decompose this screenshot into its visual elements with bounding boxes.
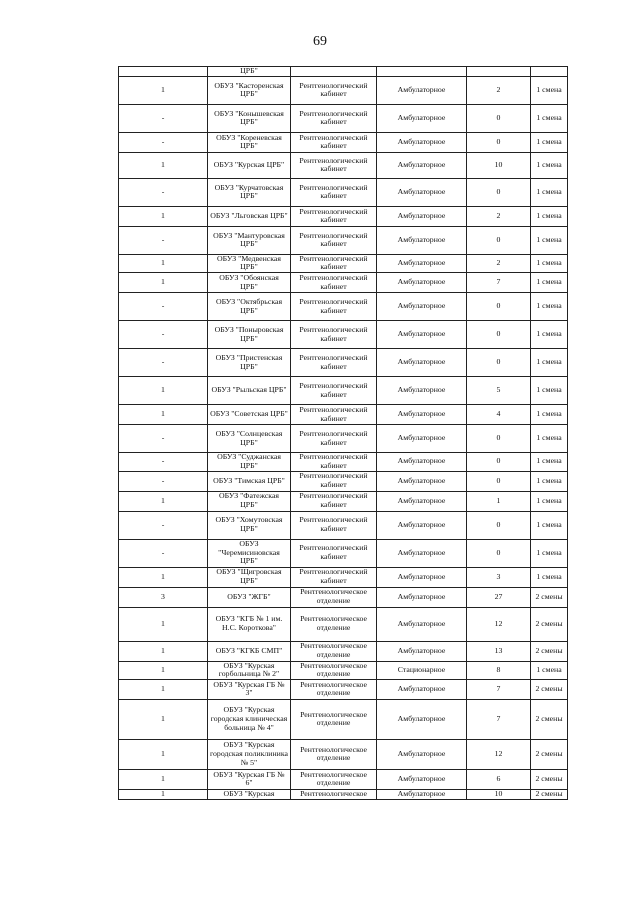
equipment-count-cell: 0 — [467, 349, 531, 377]
unit-type-cell: Рентгенологический кабинет — [291, 206, 377, 226]
equipment-count-cell: 10 — [467, 152, 531, 178]
count-cell: 1 — [119, 377, 208, 405]
unit-type-cell: Рентгенологический кабинет — [291, 76, 377, 104]
equipment-count-cell: 0 — [467, 104, 531, 132]
equipment-count-cell: 0 — [467, 321, 531, 349]
equipment-count-cell: 0 — [467, 293, 531, 321]
count-cell: - — [119, 104, 208, 132]
care-type-cell: Амбулаторное — [377, 539, 467, 567]
facility-name-cell: ОБУЗ "Касторенская ЦРБ" — [208, 76, 291, 104]
unit-type-cell: Рентгенологический кабинет — [291, 377, 377, 405]
shift-cell: 2 смены — [531, 739, 568, 769]
unit-type-cell: Рентгенологический кабинет — [291, 178, 377, 206]
unit-type-cell: Рентгенологический кабинет — [291, 491, 377, 511]
equipment-count-cell: 0 — [467, 226, 531, 254]
equipment-count-cell: 6 — [467, 769, 531, 789]
equipment-count-cell: 7 — [467, 273, 531, 293]
equipment-count-cell: 0 — [467, 539, 531, 567]
shift-cell: 1 смена — [531, 152, 568, 178]
table-row — [119, 293, 568, 321]
care-type-cell: Амбулаторное — [377, 273, 467, 293]
table-row — [119, 178, 568, 206]
facility-name-cell: ОБУЗ "Черемисиновская ЦРБ" — [208, 539, 291, 567]
facility-name-cell: ОБУЗ "Суджанская ЦРБ" — [208, 453, 291, 471]
shift-cell: 1 смена — [531, 377, 568, 405]
facility-name-cell: ОБУЗ "Щигровская ЦРБ" — [208, 567, 291, 587]
count-cell: - — [119, 453, 208, 471]
equipment-count-cell: 0 — [467, 132, 531, 152]
facility-name-cell: ОБУЗ "Советская ЦРБ" — [208, 405, 291, 425]
unit-type-cell: Рентгенологический кабинет — [291, 567, 377, 587]
care-type-cell: Амбулаторное — [377, 641, 467, 661]
care-type-cell: Стационарное — [377, 661, 467, 679]
table-row — [119, 539, 568, 567]
count-cell: - — [119, 226, 208, 254]
count-cell: 1 — [119, 405, 208, 425]
table-row — [119, 491, 568, 511]
table-row — [119, 76, 568, 104]
facility-name-cell: ОБУЗ "Курская городская поликлиника № 5" — [208, 739, 291, 769]
count-cell: 1 — [119, 641, 208, 661]
equipment-count-cell: 8 — [467, 661, 531, 679]
unit-type-cell: Рентгенологический кабинет — [291, 405, 377, 425]
equipment-count-cell: 10 — [467, 789, 531, 799]
equipment-count-cell: 12 — [467, 739, 531, 769]
equipment-count-cell: 7 — [467, 679, 531, 699]
shift-cell: 2 смены — [531, 607, 568, 641]
unit-type-cell: Рентгенологический кабинет — [291, 152, 377, 178]
table-row — [119, 152, 568, 178]
count-cell: 3 — [119, 587, 208, 607]
shift-cell: 1 смена — [531, 104, 568, 132]
unit-type-cell: Рентгенологический кабинет — [291, 511, 377, 539]
table-row — [119, 405, 568, 425]
care-type-cell: Амбулаторное — [377, 321, 467, 349]
shift-cell: 1 смена — [531, 511, 568, 539]
equipment-count-cell: 4 — [467, 405, 531, 425]
shift-cell: 1 смена — [531, 471, 568, 491]
count-cell: 1 — [119, 699, 208, 739]
unit-type-cell: Рентгенологическое отделение — [291, 661, 377, 679]
care-type-cell: Амбулаторное — [377, 471, 467, 491]
shift-cell: 1 смена — [531, 206, 568, 226]
table-row — [119, 607, 568, 641]
shift-cell: 2 смены — [531, 679, 568, 699]
count-cell: - — [119, 539, 208, 567]
table-row — [119, 739, 568, 769]
care-type-cell: Амбулаторное — [377, 293, 467, 321]
unit-type-cell: Рентгенологический кабинет — [291, 293, 377, 321]
table-row — [119, 567, 568, 587]
shift-cell: 1 смена — [531, 491, 568, 511]
care-type-cell: Амбулаторное — [377, 377, 467, 405]
care-type-cell: Амбулаторное — [377, 679, 467, 699]
care-type-cell: Амбулаторное — [377, 491, 467, 511]
unit-type-cell: Рентгенологическое отделение — [291, 587, 377, 607]
facility-name-cell: ОБУЗ "Фатежская ЦРБ" — [208, 491, 291, 511]
facility-name-cell: ОБУЗ "Тимская ЦРБ" — [208, 471, 291, 491]
care-type-cell: Амбулаторное — [377, 739, 467, 769]
facility-name-cell: ОБУЗ "Мантуровская ЦРБ" — [208, 226, 291, 254]
equipment-count-cell: 0 — [467, 511, 531, 539]
shift-cell: 1 смена — [531, 453, 568, 471]
care-type-cell — [377, 67, 467, 77]
care-type-cell: Амбулаторное — [377, 132, 467, 152]
count-cell: 1 — [119, 661, 208, 679]
count-cell: 1 — [119, 567, 208, 587]
facility-name-cell: ОБУЗ "Рыльская ЦРБ" — [208, 377, 291, 405]
shift-cell: 1 смена — [531, 661, 568, 679]
care-type-cell: Амбулаторное — [377, 567, 467, 587]
table-row — [119, 104, 568, 132]
care-type-cell: Амбулаторное — [377, 76, 467, 104]
table-row — [119, 226, 568, 254]
count-cell — [119, 67, 208, 77]
table-row — [119, 67, 568, 77]
unit-type-cell: Рентгенологический кабинет — [291, 321, 377, 349]
facility-name-cell: ОБУЗ "Пристенская ЦРБ" — [208, 349, 291, 377]
unit-type-cell: Рентгенологический кабинет — [291, 226, 377, 254]
table-row — [119, 349, 568, 377]
shift-cell: 1 смена — [531, 425, 568, 453]
table-row — [119, 132, 568, 152]
facility-name-cell: ОБУЗ "Октябрьская ЦРБ" — [208, 293, 291, 321]
shift-cell: 2 смены — [531, 769, 568, 789]
care-type-cell: Амбулаторное — [377, 769, 467, 789]
count-cell: 1 — [119, 679, 208, 699]
shift-cell: 1 смена — [531, 226, 568, 254]
facility-name-cell: ОБУЗ "Медвенская ЦРБ" — [208, 254, 291, 272]
care-type-cell: Амбулаторное — [377, 206, 467, 226]
equipment-count-cell: 1 — [467, 491, 531, 511]
facility-name-cell: ОБУЗ "Льговская ЦРБ" — [208, 206, 291, 226]
unit-type-cell: Рентгенологическое отделение — [291, 607, 377, 641]
table-row — [119, 661, 568, 679]
count-cell: 1 — [119, 769, 208, 789]
equipment-count-cell: 0 — [467, 425, 531, 453]
table-row — [119, 206, 568, 226]
facility-name-cell: ОБУЗ "Курчатовская ЦРБ" — [208, 178, 291, 206]
care-type-cell: Амбулаторное — [377, 453, 467, 471]
equipment-count-cell: 0 — [467, 178, 531, 206]
table-row — [119, 789, 568, 799]
count-cell: 1 — [119, 273, 208, 293]
unit-type-cell: Рентгенологическое — [291, 789, 377, 799]
unit-type-cell: Рентгенологический кабинет — [291, 471, 377, 491]
shift-cell: 1 смена — [531, 254, 568, 272]
shift-cell: 1 смена — [531, 132, 568, 152]
shift-cell: 2 смены — [531, 699, 568, 739]
care-type-cell: Амбулаторное — [377, 178, 467, 206]
facility-name-cell: ОБУЗ "Конышевская ЦРБ" — [208, 104, 291, 132]
facility-name-cell: ОБУЗ "КГБ № 1 им. Н.С. Короткова" — [208, 607, 291, 641]
count-cell: - — [119, 349, 208, 377]
care-type-cell: Амбулаторное — [377, 226, 467, 254]
equipment-count-cell: 3 — [467, 567, 531, 587]
count-cell: - — [119, 293, 208, 321]
count-cell: 1 — [119, 789, 208, 799]
table-row — [119, 769, 568, 789]
equipment-count-cell: 13 — [467, 641, 531, 661]
facility-name-cell: ОБУЗ "Курская ГБ № 3" — [208, 679, 291, 699]
facility-name-cell: ОБУЗ "Кореневская ЦРБ" — [208, 132, 291, 152]
unit-type-cell: Рентгенологическое отделение — [291, 641, 377, 661]
equipment-count-cell: 5 — [467, 377, 531, 405]
count-cell: 1 — [119, 491, 208, 511]
count-cell: 1 — [119, 254, 208, 272]
count-cell: - — [119, 425, 208, 453]
table-row — [119, 471, 568, 491]
table-row — [119, 679, 568, 699]
care-type-cell: Амбулаторное — [377, 789, 467, 799]
table-row — [119, 699, 568, 739]
unit-type-cell: Рентгенологический кабинет — [291, 539, 377, 567]
facility-name-cell: ОБУЗ "Курская ГБ № 6" — [208, 769, 291, 789]
care-type-cell: Амбулаторное — [377, 349, 467, 377]
care-type-cell: Амбулаторное — [377, 104, 467, 132]
unit-type-cell: Рентгенологическое отделение — [291, 769, 377, 789]
facility-name-cell: ОБУЗ "КГКБ СМП" — [208, 641, 291, 661]
count-cell: - — [119, 511, 208, 539]
equipment-count-cell: 0 — [467, 471, 531, 491]
care-type-cell: Амбулаторное — [377, 699, 467, 739]
unit-type-cell: Рентгенологическое отделение — [291, 679, 377, 699]
care-type-cell: Амбулаторное — [377, 152, 467, 178]
table-row — [119, 453, 568, 471]
unit-type-cell: Рентгенологический кабинет — [291, 132, 377, 152]
facilities-table — [118, 66, 568, 800]
shift-cell: 1 смена — [531, 321, 568, 349]
page-number: 69 — [313, 34, 327, 49]
facility-name-cell: ОБУЗ "Курская горбольница № 2" — [208, 661, 291, 679]
shift-cell: 2 смены — [531, 789, 568, 799]
table-row — [119, 511, 568, 539]
care-type-cell: Амбулаторное — [377, 405, 467, 425]
facility-name-cell: ОБУЗ "Курская — [208, 789, 291, 799]
unit-type-cell: Рентгенологическое отделение — [291, 699, 377, 739]
table-row — [119, 254, 568, 272]
facility-name-cell: ОБУЗ "Поныровская ЦРБ" — [208, 321, 291, 349]
shift-cell: 1 смена — [531, 405, 568, 425]
count-cell: 1 — [119, 739, 208, 769]
care-type-cell: Амбулаторное — [377, 254, 467, 272]
facility-name-cell: ОБУЗ "Курская городская клиническая больница № 4" — [208, 699, 291, 739]
equipment-count-cell: 2 — [467, 76, 531, 104]
equipment-count-cell — [467, 67, 531, 77]
table-row — [119, 641, 568, 661]
table-row — [119, 273, 568, 293]
table-row — [119, 425, 568, 453]
shift-cell: 1 смена — [531, 539, 568, 567]
unit-type-cell: Рентгенологический кабинет — [291, 254, 377, 272]
table-row — [119, 587, 568, 607]
care-type-cell: Амбулаторное — [377, 425, 467, 453]
count-cell: 1 — [119, 152, 208, 178]
unit-type-cell: Рентгенологический кабинет — [291, 425, 377, 453]
facility-name-cell: ОБУЗ "Обоянская ЦРБ" — [208, 273, 291, 293]
equipment-count-cell: 12 — [467, 607, 531, 641]
facility-name-cell: ОБУЗ "Солнцевская ЦРБ" — [208, 425, 291, 453]
shift-cell: 1 смена — [531, 349, 568, 377]
unit-type-cell: Рентгенологический кабинет — [291, 349, 377, 377]
care-type-cell: Амбулаторное — [377, 511, 467, 539]
unit-type-cell: Рентгенологический кабинет — [291, 453, 377, 471]
shift-cell: 2 смены — [531, 641, 568, 661]
facility-name-cell: ОБУЗ "ЖГБ" — [208, 587, 291, 607]
shift-cell: 1 смена — [531, 567, 568, 587]
table-row — [119, 377, 568, 405]
shift-cell — [531, 67, 568, 77]
care-type-cell: Амбулаторное — [377, 587, 467, 607]
count-cell: - — [119, 471, 208, 491]
unit-type-cell: Рентгенологический кабинет — [291, 104, 377, 132]
count-cell: - — [119, 321, 208, 349]
shift-cell: 1 смена — [531, 178, 568, 206]
shift-cell: 1 смена — [531, 293, 568, 321]
unit-type-cell — [291, 67, 377, 77]
count-cell: 1 — [119, 76, 208, 104]
count-cell: 1 — [119, 607, 208, 641]
facility-name-cell: ОБУЗ "Курская ЦРБ" — [208, 152, 291, 178]
count-cell: - — [119, 132, 208, 152]
table-row — [119, 321, 568, 349]
equipment-count-cell: 2 — [467, 206, 531, 226]
unit-type-cell: Рентгенологическое отделение — [291, 739, 377, 769]
equipment-count-cell: 27 — [467, 587, 531, 607]
equipment-count-cell: 7 — [467, 699, 531, 739]
shift-cell: 1 смена — [531, 273, 568, 293]
facility-name-cell: ОБУЗ "Хомутовская ЦРБ" — [208, 511, 291, 539]
shift-cell: 1 смена — [531, 76, 568, 104]
equipment-count-cell: 2 — [467, 254, 531, 272]
count-cell: - — [119, 178, 208, 206]
unit-type-cell: Рентгенологический кабинет — [291, 273, 377, 293]
count-cell: 1 — [119, 206, 208, 226]
equipment-count-cell: 0 — [467, 453, 531, 471]
shift-cell: 2 смены — [531, 587, 568, 607]
facility-name-cell: ЦРБ" — [208, 67, 291, 77]
care-type-cell: Амбулаторное — [377, 607, 467, 641]
